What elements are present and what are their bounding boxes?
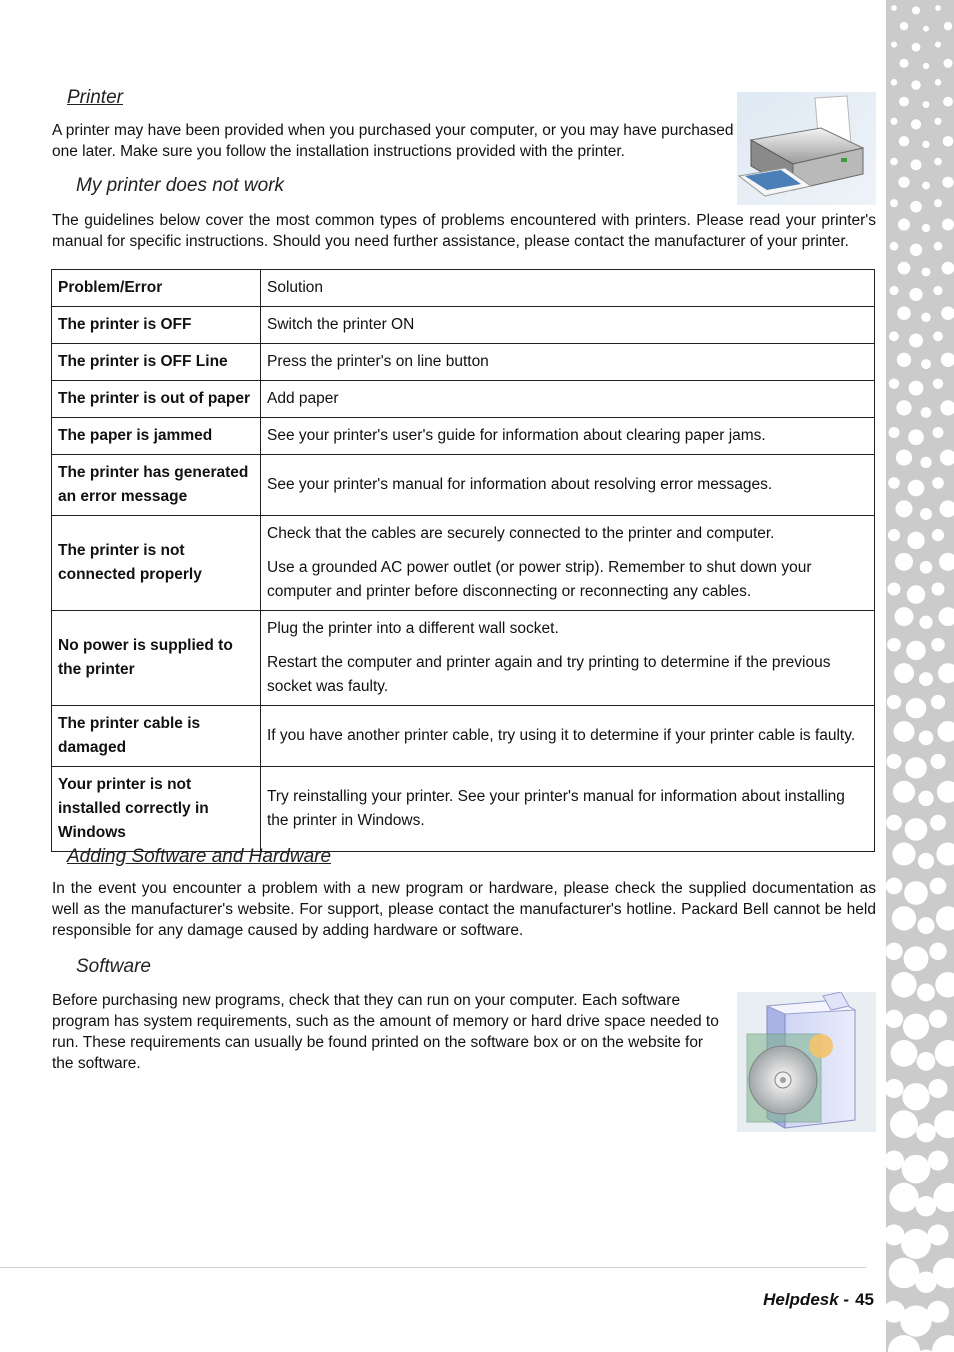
table-row xyxy=(52,344,875,381)
software-subheading: Software xyxy=(76,956,151,977)
solution-cell xyxy=(261,381,875,418)
solution-text: Switch the printer ON xyxy=(267,316,415,333)
problem-cell: The printer is out of paper xyxy=(52,381,261,418)
software-body: Before purchasing new programs, check that they can run on your computer. Each software program has system requirements, such as the amount of memory or hard drive space needed to run. These requirements can usually be found printed on the software box or on the website for the software. xyxy=(52,992,719,1072)
solution-text: Use a grounded AC power outlet (or power strip). Remember to shut down your computer and printer before disconnecting or reconnecting any cables. xyxy=(267,559,812,600)
problem-cell: The printer is OFF xyxy=(52,307,261,344)
solution-text: Restart the computer and printer again and try printing to determine if the previous socket was faulty. xyxy=(267,654,831,695)
software-hardware-intro: In the event you encounter a problem with a new program or hardware, please check the supplied documentation as well as the manufacturer's website. For support, please contact the manufacturer's hotline. Packard Bell cannot be held responsible for any damage caused by adding hardware or software. xyxy=(52,880,876,939)
solution-cell xyxy=(261,611,875,706)
page-number: 45 xyxy=(855,1290,874,1309)
decorative-dot-strip xyxy=(886,0,954,1352)
table-row xyxy=(52,418,875,455)
solution-cell xyxy=(261,307,875,344)
solution-cell xyxy=(261,455,875,516)
table-row xyxy=(52,307,875,344)
problem-cell: The paper is jammed xyxy=(52,418,261,455)
solution-text: Check that the cables are securely connected to the printer and computer. xyxy=(267,525,775,542)
footer-label: Helpdesk - xyxy=(763,1290,850,1309)
solution-text: Add paper xyxy=(267,390,339,407)
table-row xyxy=(52,381,875,418)
printer-troubleshooting-table xyxy=(51,269,875,852)
printer-icon xyxy=(737,92,876,205)
printer-guidelines: The guidelines below cover the most common types of problems encountered with printers. Please read your printer's manual for specific instructions. Should you need further assistance, please contact the manufacturer of your printer. xyxy=(52,212,876,250)
header-problem: Problem/Error xyxy=(52,270,261,307)
solution-cell xyxy=(261,767,875,852)
table-row xyxy=(52,706,875,767)
printer-subheading: My printer does not work xyxy=(76,175,285,196)
solution-cell xyxy=(261,418,875,455)
footer-divider xyxy=(0,1267,866,1268)
table-header-row xyxy=(52,270,875,307)
problem-cell: The printer cable is damaged xyxy=(52,706,261,767)
solution-cell xyxy=(261,706,875,767)
table-row xyxy=(52,455,875,516)
page-footer xyxy=(763,1290,874,1310)
table-row xyxy=(52,516,875,611)
solution-text: Try reinstalling your printer. See your printer's manual for information about installing the printer in Windows. xyxy=(267,788,845,829)
printer-heading: Printer xyxy=(67,87,123,108)
problem-cell: The printer has generated an error message xyxy=(52,455,261,516)
solution-text: Press the printer's on line button xyxy=(267,353,489,370)
solution-text: Plug the printer into a different wall socket. xyxy=(267,620,559,637)
printer-intro: A printer may have been provided when you purchased your computer, or you may have purchased one later. Make sure you follow the installation instructions provided with the printer. xyxy=(52,122,734,160)
software-hardware-heading: Adding Software and Hardware xyxy=(67,846,332,867)
problem-cell: The printer is not connected properly xyxy=(52,516,261,611)
solution-cell xyxy=(261,516,875,611)
header-solution: Solution xyxy=(261,270,875,307)
problem-cell: Your printer is not installed correctly in Windows xyxy=(52,767,261,852)
software-box-icon xyxy=(737,992,876,1132)
table-row xyxy=(52,611,875,706)
solution-text: See your printer's user's guide for information about clearing paper jams. xyxy=(267,427,766,444)
problem-cell: No power is supplied to the printer xyxy=(52,611,261,706)
problem-cell: The printer is OFF Line xyxy=(52,344,261,381)
solution-text: See your printer's manual for information about resolving error messages. xyxy=(267,476,773,493)
table-row xyxy=(52,767,875,852)
solution-text: If you have another printer cable, try using it to determine if your printer cable is faulty. xyxy=(267,727,856,744)
solution-cell xyxy=(261,344,875,381)
